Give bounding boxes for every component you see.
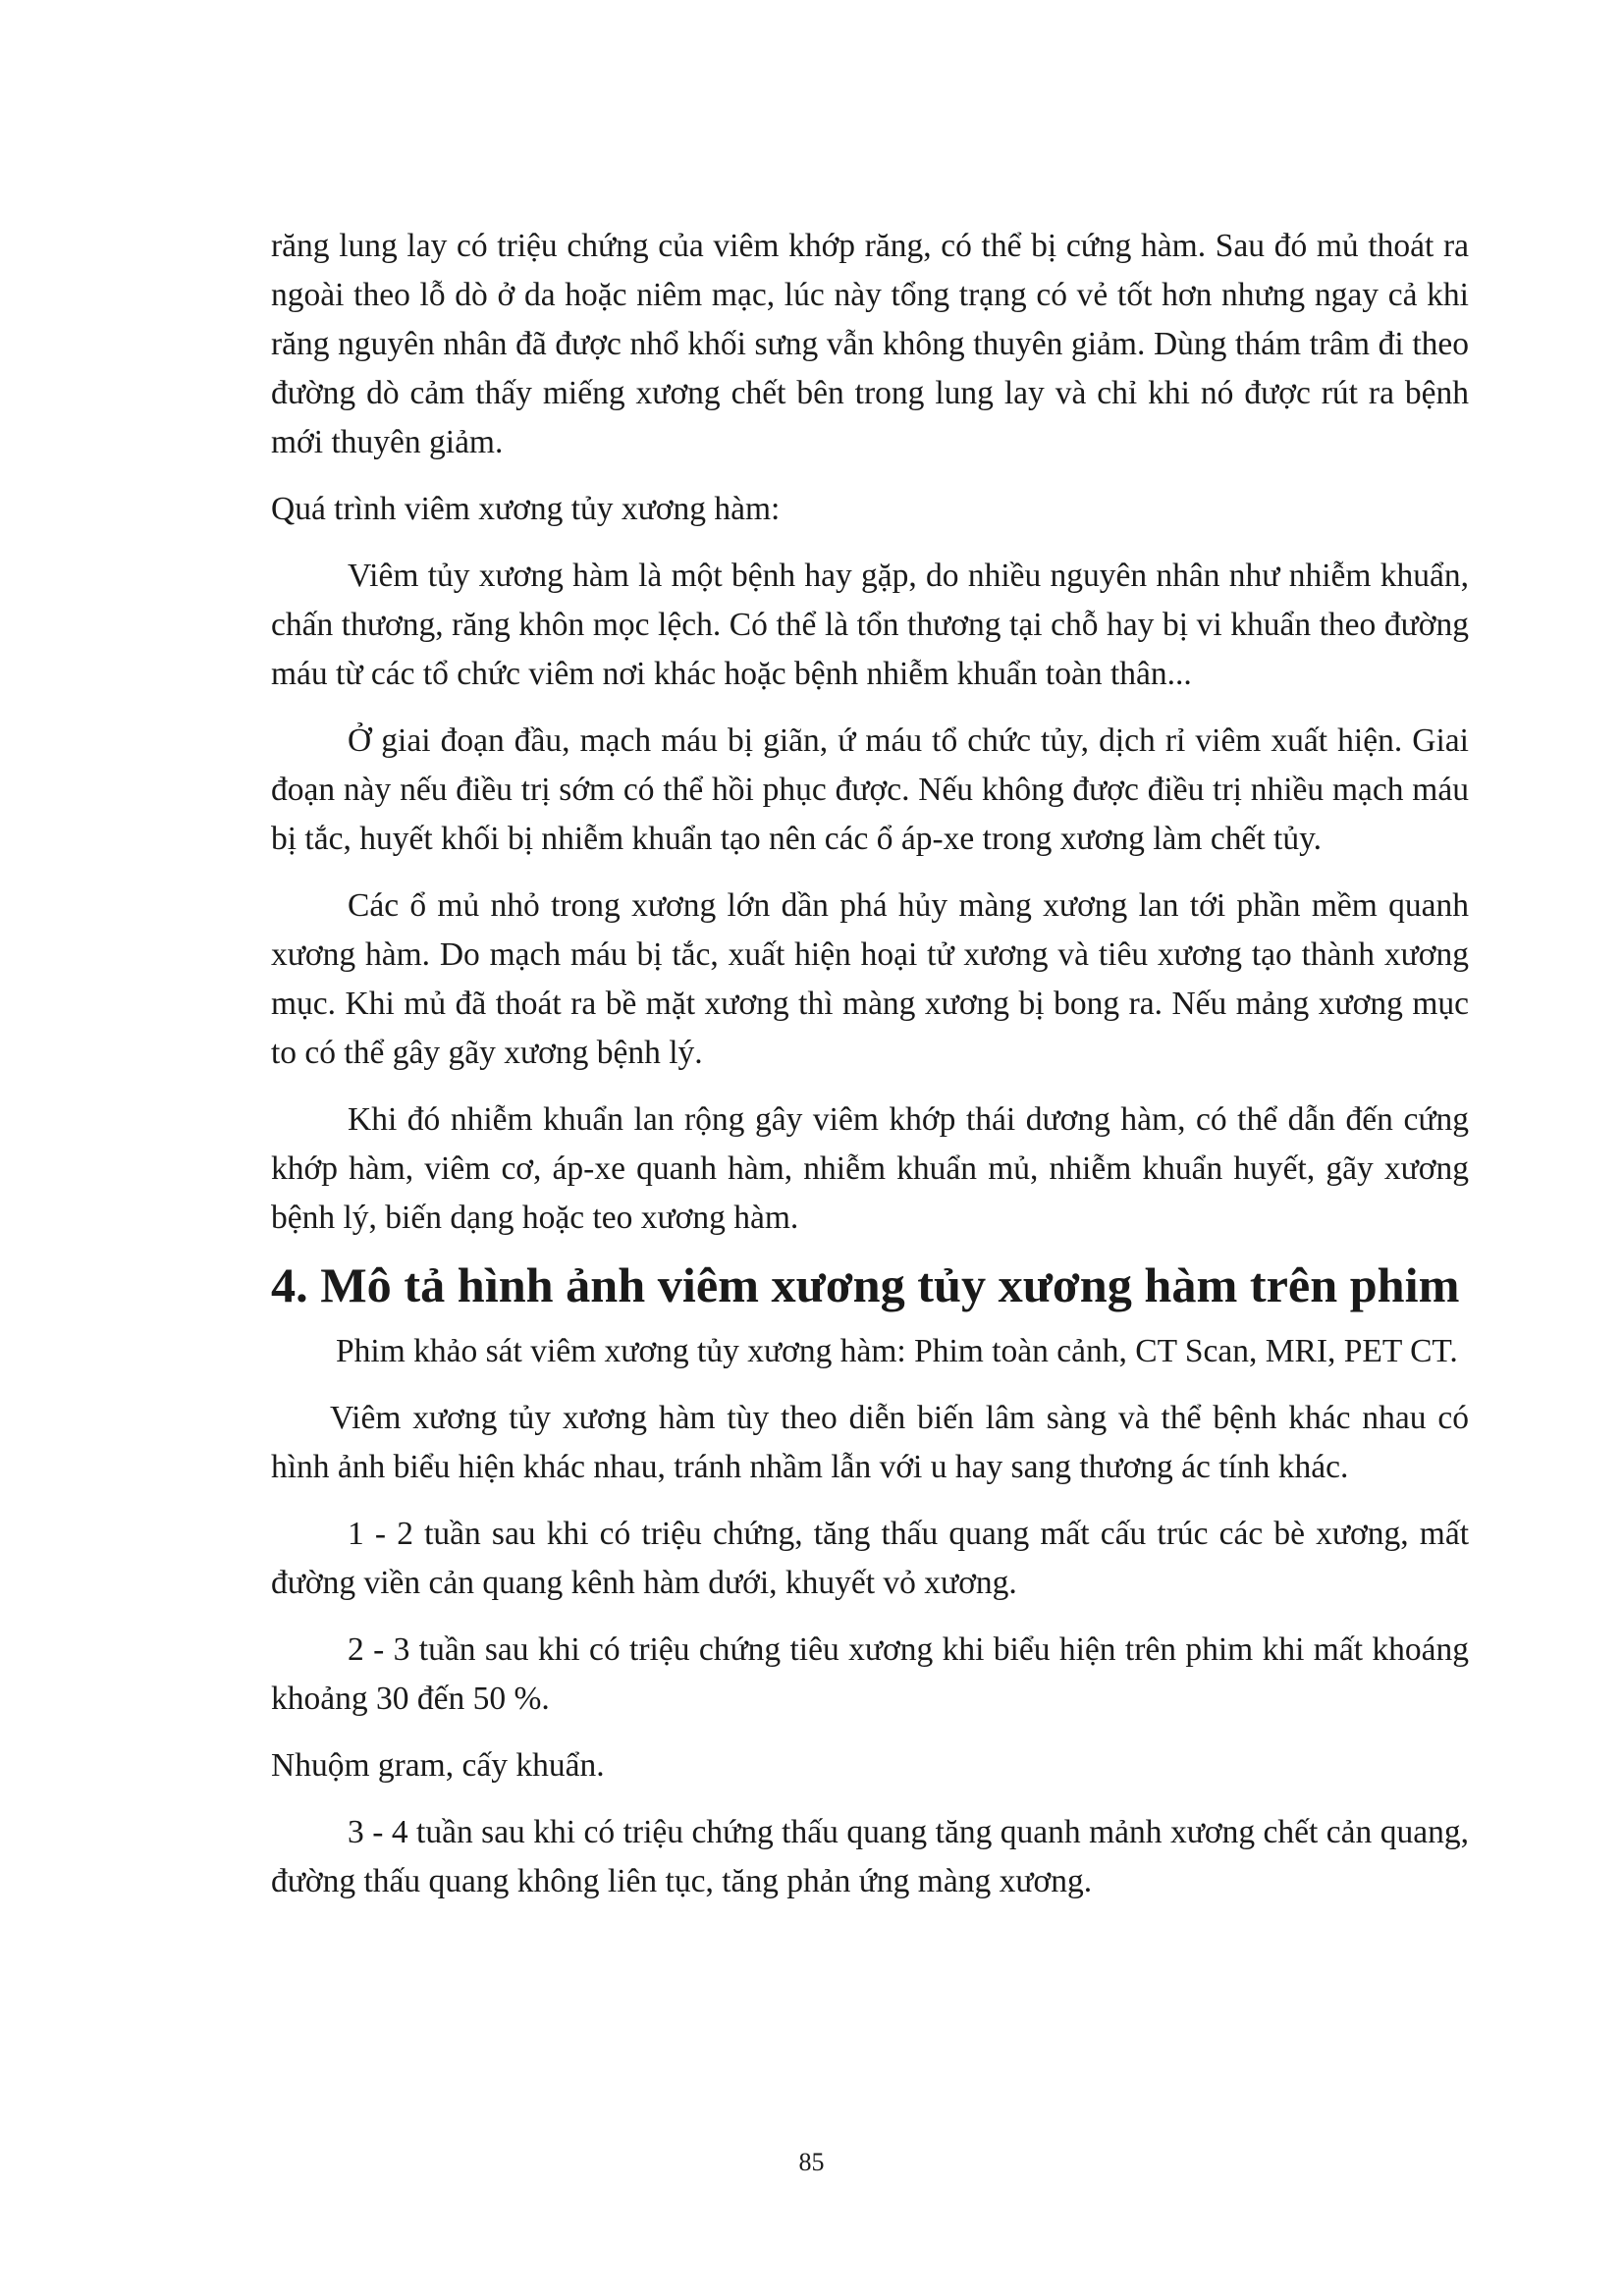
paragraph-subheading: Quá trình viêm xương tủy xương hàm: xyxy=(271,491,781,527)
paragraph: Ở giai đoạn đầu, mạch máu bị giãn, ứ máu tổ chức tủy, dịch rỉ viêm xuất hiện. Giai đoạn này nếu điều trị sớm có thể hồi phục được. Nếu không được điều trị nhiều mạch máu bị tắc, huyết khối bị nhiễm khuẩn tạo nên các ổ áp-xe trong xương làm chết tủy. xyxy=(271,722,1469,857)
paragraph: Viêm xương tủy xương hàm tùy theo diễn biến lâm sàng và thể bệnh khác nhau có hình ảnh biểu hiện khác nhau, tránh nhầm lẫn với u hay sang thương ác tính khác. xyxy=(271,1400,1469,1485)
section-heading: 4. Mô tả hình ảnh viêm xương tủy xương hàm trên phim xyxy=(271,1257,1460,1312)
paragraph-continuation: răng lung lay có triệu chứng của viêm khớp răng, có thể bị cứng hàm. Sau đó mủ thoát ra ngoài theo lỗ dò ở da hoặc niêm mạc, lúc này tổng trạng có vẻ tốt hơn nhưng ngay cả khi răng nguyên nhân đã được nhổ khối sưng vẫn không thuyên giảm. Dùng thám trâm đi theo đường dò cảm thấy miếng xương chết bên trong lung lay và chỉ khi nó được rút ra bệnh mới thuyên giảm. xyxy=(271,228,1469,460)
paragraph: Viêm tủy xương hàm là một bệnh hay gặp, do nhiều nguyên nhân như nhiễm khuẩn, chấn thương, răng khôn mọc lệch. Có thể là tổn thương tại chỗ hay bị vi khuẩn theo đường máu từ các tổ chức viêm nơi khác hoặc bệnh nhiễm khuẩn toàn thân... xyxy=(271,558,1469,692)
page-number: 85 xyxy=(798,2148,825,2176)
document-body xyxy=(271,222,1469,1924)
paragraph: 1 - 2 tuần sau khi có triệu chứng, tăng thấu quang mất cấu trúc các bè xương, mất đường viền cản quang kênh hàm dưới, khuyết vỏ xương. xyxy=(271,1516,1469,1601)
paragraph: Khi đó nhiễm khuẩn lan rộng gây viêm khớp thái dương hàm, có thể dẫn đến cứng khớp hàm, viêm cơ, áp-xe quanh hàm, nhiễm khuẩn mủ, nhiễm khuẩn huyết, gãy xương bệnh lý, biến dạng hoặc teo xương hàm. xyxy=(271,1101,1469,1236)
paragraph: 2 - 3 tuần sau khi có triệu chứng tiêu xương khi biểu hiện trên phim khi mất khoáng khoảng 30 đến 50 %. xyxy=(271,1631,1469,1717)
paragraph: Các ổ mủ nhỏ trong xương lớn dần phá hủy màng xương lan tới phần mềm quanh xương hàm. Do mạch máu bị tắc, xuất hiện hoại tử xương và tiêu xương tạo thành xương mục. Khi mủ đã thoát ra bề mặt xương thì màng xương bị bong ra. Nếu mảng xương mục to có thể gây gãy xương bệnh lý. xyxy=(271,887,1469,1071)
paragraph: Nhuộm gram, cấy khuẩn. xyxy=(271,1747,605,1784)
paragraph: 3 - 4 tuần sau khi có triệu chứng thấu quang tăng quanh mảnh xương chết cản quang, đường thấu quang không liên tục, tăng phản ứng màng xương. xyxy=(271,1814,1469,1899)
paragraph: Phim khảo sát viêm xương tủy xương hàm: Phim toàn cảnh, CT Scan, MRI, PET CT. xyxy=(336,1333,1458,1369)
